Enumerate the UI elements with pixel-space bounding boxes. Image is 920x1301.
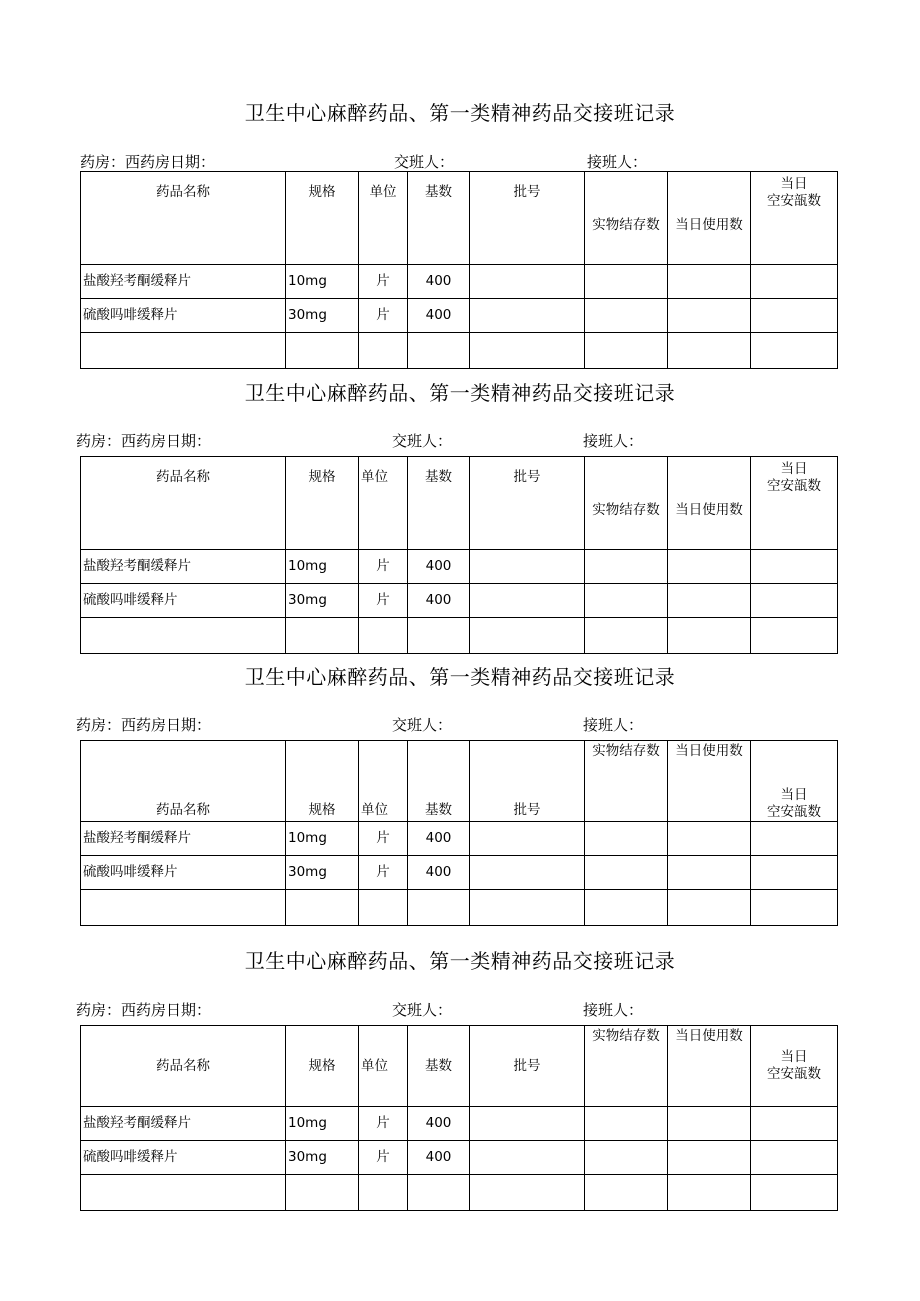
empty-cell[interactable] [81, 890, 286, 926]
pharmacy-date-label-3: 药房：西药房日期： [76, 716, 212, 734]
drug-name: 硫酸吗啡缓释片 [81, 584, 286, 618]
empty-cell[interactable] [286, 890, 359, 926]
ampoule-cell[interactable] [751, 584, 838, 618]
record-table-2 [80, 456, 838, 654]
col-header-name: 药品名称 [81, 457, 286, 550]
used-cell[interactable] [668, 550, 751, 584]
used-cell[interactable] [668, 265, 751, 299]
col-header-spec: 规格 [286, 1026, 359, 1107]
drug-unit: 片 [359, 584, 408, 618]
empty-cell[interactable] [359, 333, 408, 369]
empty-cell[interactable] [668, 618, 751, 654]
receiver-label-4: 接班人： [583, 1001, 644, 1019]
empty-cell[interactable] [751, 890, 838, 926]
table-row [81, 550, 838, 584]
empty-cell[interactable] [81, 618, 286, 654]
batch-cell[interactable] [470, 856, 585, 890]
used-cell[interactable] [668, 584, 751, 618]
empty-cell[interactable] [668, 890, 751, 926]
table-row [81, 265, 838, 299]
table-row-empty [81, 1175, 838, 1211]
record-title-4: 卫生中心麻醉药品、第一类精神药品交接班记录 [244, 949, 676, 973]
empty-cell[interactable] [470, 1175, 585, 1211]
drug-spec: 10mg [286, 822, 359, 856]
col-header-name: 药品名称 [81, 741, 286, 822]
ampoule-cell[interactable] [751, 1141, 838, 1175]
used-cell[interactable] [668, 822, 751, 856]
batch-cell[interactable] [470, 822, 585, 856]
col-header-unit: 单位 [359, 1026, 408, 1107]
stock-cell[interactable] [585, 1141, 668, 1175]
stock-cell[interactable] [585, 822, 668, 856]
empty-cell[interactable] [408, 333, 470, 369]
table-row-empty [81, 333, 838, 369]
col-header-name: 药品名称 [81, 172, 286, 265]
empty-cell[interactable] [408, 1175, 470, 1211]
empty-cell[interactable] [408, 618, 470, 654]
empty-cell[interactable] [585, 890, 668, 926]
col-header-empty-ampoules: 当日 空安瓿数 [751, 1026, 838, 1107]
col-header-stock: 实物结存数 [585, 172, 668, 265]
empty-cell[interactable] [470, 890, 585, 926]
drug-base: 400 [408, 299, 470, 333]
drug-name: 硫酸吗啡缓释片 [81, 299, 286, 333]
empty-cell[interactable] [470, 618, 585, 654]
table-row [81, 584, 838, 618]
drug-spec: 30mg [286, 856, 359, 890]
drug-base: 400 [408, 265, 470, 299]
col-header-spec: 规格 [286, 457, 359, 550]
empty-cell[interactable] [286, 1175, 359, 1211]
col-header-spec: 规格 [286, 741, 359, 822]
empty-cell[interactable] [751, 618, 838, 654]
col-header-spec: 规格 [286, 172, 359, 265]
drug-name: 硫酸吗啡缓释片 [81, 856, 286, 890]
stock-cell[interactable] [585, 299, 668, 333]
batch-cell[interactable] [470, 265, 585, 299]
ampoule-cell[interactable] [751, 550, 838, 584]
pharmacy-date-label-4: 药房：西药房日期： [76, 1001, 212, 1019]
col-header-batch: 批号 [470, 172, 585, 265]
drug-unit: 片 [359, 822, 408, 856]
col-header-batch: 批号 [470, 741, 585, 822]
drug-name: 盐酸羟考酮缓释片 [81, 550, 286, 584]
col-header-used: 当日使用数 [668, 1026, 751, 1107]
ampoule-cell[interactable] [751, 822, 838, 856]
empty-cell[interactable] [408, 890, 470, 926]
col-header-used: 当日使用数 [668, 457, 751, 550]
receiver-label-2: 接班人： [583, 432, 644, 450]
col-header-name: 药品名称 [81, 1026, 286, 1107]
col-header-base: 基数 [408, 1026, 470, 1107]
empty-cell[interactable] [470, 333, 585, 369]
record-title-2: 卫生中心麻醉药品、第一类精神药品交接班记录 [244, 381, 676, 405]
handover-label-3: 交班人： [392, 716, 453, 734]
empty-cell[interactable] [359, 890, 408, 926]
col-header-batch: 批号 [470, 1026, 585, 1107]
drug-unit: 片 [359, 856, 408, 890]
drug-unit: 片 [359, 550, 408, 584]
empty-cell[interactable] [81, 1175, 286, 1211]
col-header-batch: 批号 [470, 457, 585, 550]
col-header-stock: 实物结存数 [585, 741, 668, 822]
used-cell[interactable] [668, 299, 751, 333]
used-cell[interactable] [668, 856, 751, 890]
drug-base: 400 [408, 550, 470, 584]
table-row [81, 856, 838, 890]
drug-base: 400 [408, 856, 470, 890]
drug-spec: 10mg [286, 550, 359, 584]
empty-cell[interactable] [359, 1175, 408, 1211]
batch-cell[interactable] [470, 1141, 585, 1175]
drug-spec: 30mg [286, 1141, 359, 1175]
pharmacy-date-label-2: 药房：西药房日期： [76, 432, 212, 450]
empty-cell[interactable] [286, 618, 359, 654]
pharmacy-date-label-1: 药房：西药房日期： [80, 153, 216, 171]
table-row [81, 299, 838, 333]
drug-base: 400 [408, 1107, 470, 1141]
drug-name: 盐酸羟考酮缓释片 [81, 822, 286, 856]
batch-cell[interactable] [470, 1107, 585, 1141]
col-header-unit: 单位 [359, 172, 408, 265]
table-row [81, 1141, 838, 1175]
drug-spec: 30mg [286, 584, 359, 618]
drug-name: 硫酸吗啡缓释片 [81, 1141, 286, 1175]
table-row [81, 822, 838, 856]
empty-cell[interactable] [286, 333, 359, 369]
drug-unit: 片 [359, 1141, 408, 1175]
batch-cell[interactable] [470, 550, 585, 584]
used-cell[interactable] [668, 1107, 751, 1141]
receiver-label-1: 接班人： [587, 153, 648, 171]
drug-name: 盐酸羟考酮缓释片 [81, 265, 286, 299]
empty-cell[interactable] [668, 1175, 751, 1211]
handover-label-4: 交班人： [392, 1001, 453, 1019]
drug-unit: 片 [359, 299, 408, 333]
ampoule-cell[interactable] [751, 856, 838, 890]
ampoule-cell[interactable] [751, 265, 838, 299]
used-cell[interactable] [668, 1141, 751, 1175]
stock-cell[interactable] [585, 1107, 668, 1141]
empty-cell[interactable] [751, 1175, 838, 1211]
empty-cell[interactable] [585, 1175, 668, 1211]
stock-cell[interactable] [585, 856, 668, 890]
batch-cell[interactable] [470, 584, 585, 618]
drug-unit: 片 [359, 1107, 408, 1141]
record-table-1 [80, 171, 838, 369]
col-header-used: 当日使用数 [668, 741, 751, 822]
drug-base: 400 [408, 584, 470, 618]
batch-cell[interactable] [470, 299, 585, 333]
col-header-unit: 单位 [359, 457, 408, 550]
record-title-1: 卫生中心麻醉药品、第一类精神药品交接班记录 [244, 101, 676, 125]
drug-spec: 10mg [286, 1107, 359, 1141]
ampoule-cell[interactable] [751, 1107, 838, 1141]
drug-unit: 片 [359, 265, 408, 299]
table-row [81, 1107, 838, 1141]
handover-label-1: 交班人： [394, 153, 455, 171]
col-header-empty-ampoules: 当日 空安瓿数 [751, 457, 838, 550]
drug-name: 盐酸羟考酮缓释片 [81, 1107, 286, 1141]
table-row-empty [81, 890, 838, 926]
drug-base: 400 [408, 1141, 470, 1175]
empty-cell[interactable] [585, 618, 668, 654]
col-header-empty-ampoules: 当日 空安瓿数 [751, 172, 838, 265]
empty-cell[interactable] [81, 333, 286, 369]
empty-cell[interactable] [359, 618, 408, 654]
empty-cell[interactable] [668, 333, 751, 369]
record-table-3 [80, 740, 838, 926]
col-header-stock: 实物结存数 [585, 457, 668, 550]
col-header-base: 基数 [408, 172, 470, 265]
stock-cell[interactable] [585, 550, 668, 584]
col-header-unit: 单位 [359, 741, 408, 822]
empty-cell[interactable] [585, 333, 668, 369]
empty-cell[interactable] [751, 333, 838, 369]
receiver-label-3: 接班人： [583, 716, 644, 734]
drug-base: 400 [408, 822, 470, 856]
stock-cell[interactable] [585, 584, 668, 618]
col-header-used: 当日使用数 [668, 172, 751, 265]
handover-label-2: 交班人： [392, 432, 453, 450]
col-header-base: 基数 [408, 457, 470, 550]
record-table-4 [80, 1025, 838, 1211]
col-header-base: 基数 [408, 741, 470, 822]
col-header-stock: 实物结存数 [585, 1026, 668, 1107]
stock-cell[interactable] [585, 265, 668, 299]
col-header-empty-ampoules: 当日 空安瓿数 [751, 741, 838, 822]
record-title-3: 卫生中心麻醉药品、第一类精神药品交接班记录 [244, 665, 676, 689]
ampoule-cell[interactable] [751, 299, 838, 333]
table-row-empty [81, 618, 838, 654]
drug-spec: 10mg [286, 265, 359, 299]
drug-spec: 30mg [286, 299, 359, 333]
